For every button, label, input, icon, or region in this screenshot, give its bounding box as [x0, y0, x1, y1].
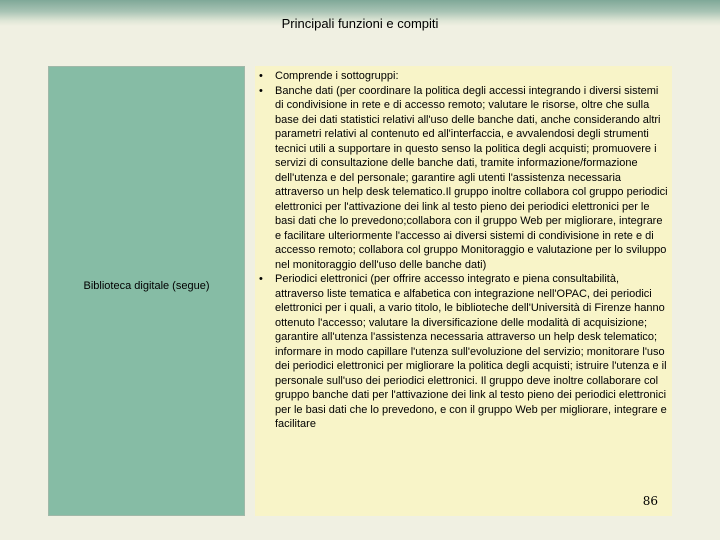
bullet-text: Comprende i sottogruppi: [275, 70, 399, 82]
bullet-icon: • [259, 84, 263, 97]
section-label: Biblioteca digitale (segue) [83, 280, 210, 292]
bullet-icon: • [259, 273, 263, 285]
bullet-list [255, 66, 672, 432]
left-panel [48, 66, 245, 516]
page-number: 86 [642, 494, 658, 508]
bullet-text: Periodici elettronici (per offrire accesso integrato e piena consultabilità, attraverso liste tematica e alfabetica con integrazione nell'OPAC, dei periodici elettronici per i quali, a vario titolo, le biblioteche dell'Università di Firenze hanno ottenuto l'accesso; valutare la diversificazione delle modalità di acquisizione; garantire all'utenza l'assistenza necessaria attraverso un help desk telematico; informare in modo capillare l'utenza sull'evoluzione del servizio; monitorare l'uso dei periodici elettronici per migliorare la politica degli acquisti; istruire l'utenza e il personale sull'uso dei periodici elettronici. Il gruppo deve inoltre collaborare col gruppo banche dati per l'attivazione dei link al testo pieno dei periodici elettronici per le basi dati che lo prevedono, e con il gruppo Web per migliorare, integrare e facilitare [275, 273, 667, 430]
bullet-icon: • [259, 70, 263, 82]
bullet-text: Banche dati (per coordinare la politica degli accessi integrando i diversi sistemi di condivisione in rete e di accesso remoto; valutare le risorse, oltre che sulla base dei dati statistici relativi all'uso delle banche dati, anche considerando altri parametri relativi al contenuto ed all'interfaccia, e avvalendosi degli strumenti tecnici utili a supportare in questo senso la politica degli acquisti; promuovere i servizi di consultazione delle banche dati, tramite informazione/formazione dell'utenza e del personale; garantire agli utenti l'assistenza necessaria attraverso un help desk telematico.Il gruppo inoltre collabora col gruppo periodici elettronici per l'attivazione dei link al testo pieno dei periodici elettronici per le basi dati che lo prevedono;collabora con il gruppo Web per migliorare, integrare e facilitare ulteriormente l'accesso ai diversi sistemi di condivisione in rete e di accesso remoto; collabora col gruppo Monitoraggio e valutazione per lo sviluppo nel monitoraggio dell'uso delle banche dati) [275, 84, 668, 271]
slide-title: Principali funzioni e compiti [281, 16, 439, 31]
bullet-item [255, 69, 668, 84]
bullet-item [255, 84, 668, 273]
bullet-item [255, 272, 668, 432]
content-panel [255, 66, 672, 516]
